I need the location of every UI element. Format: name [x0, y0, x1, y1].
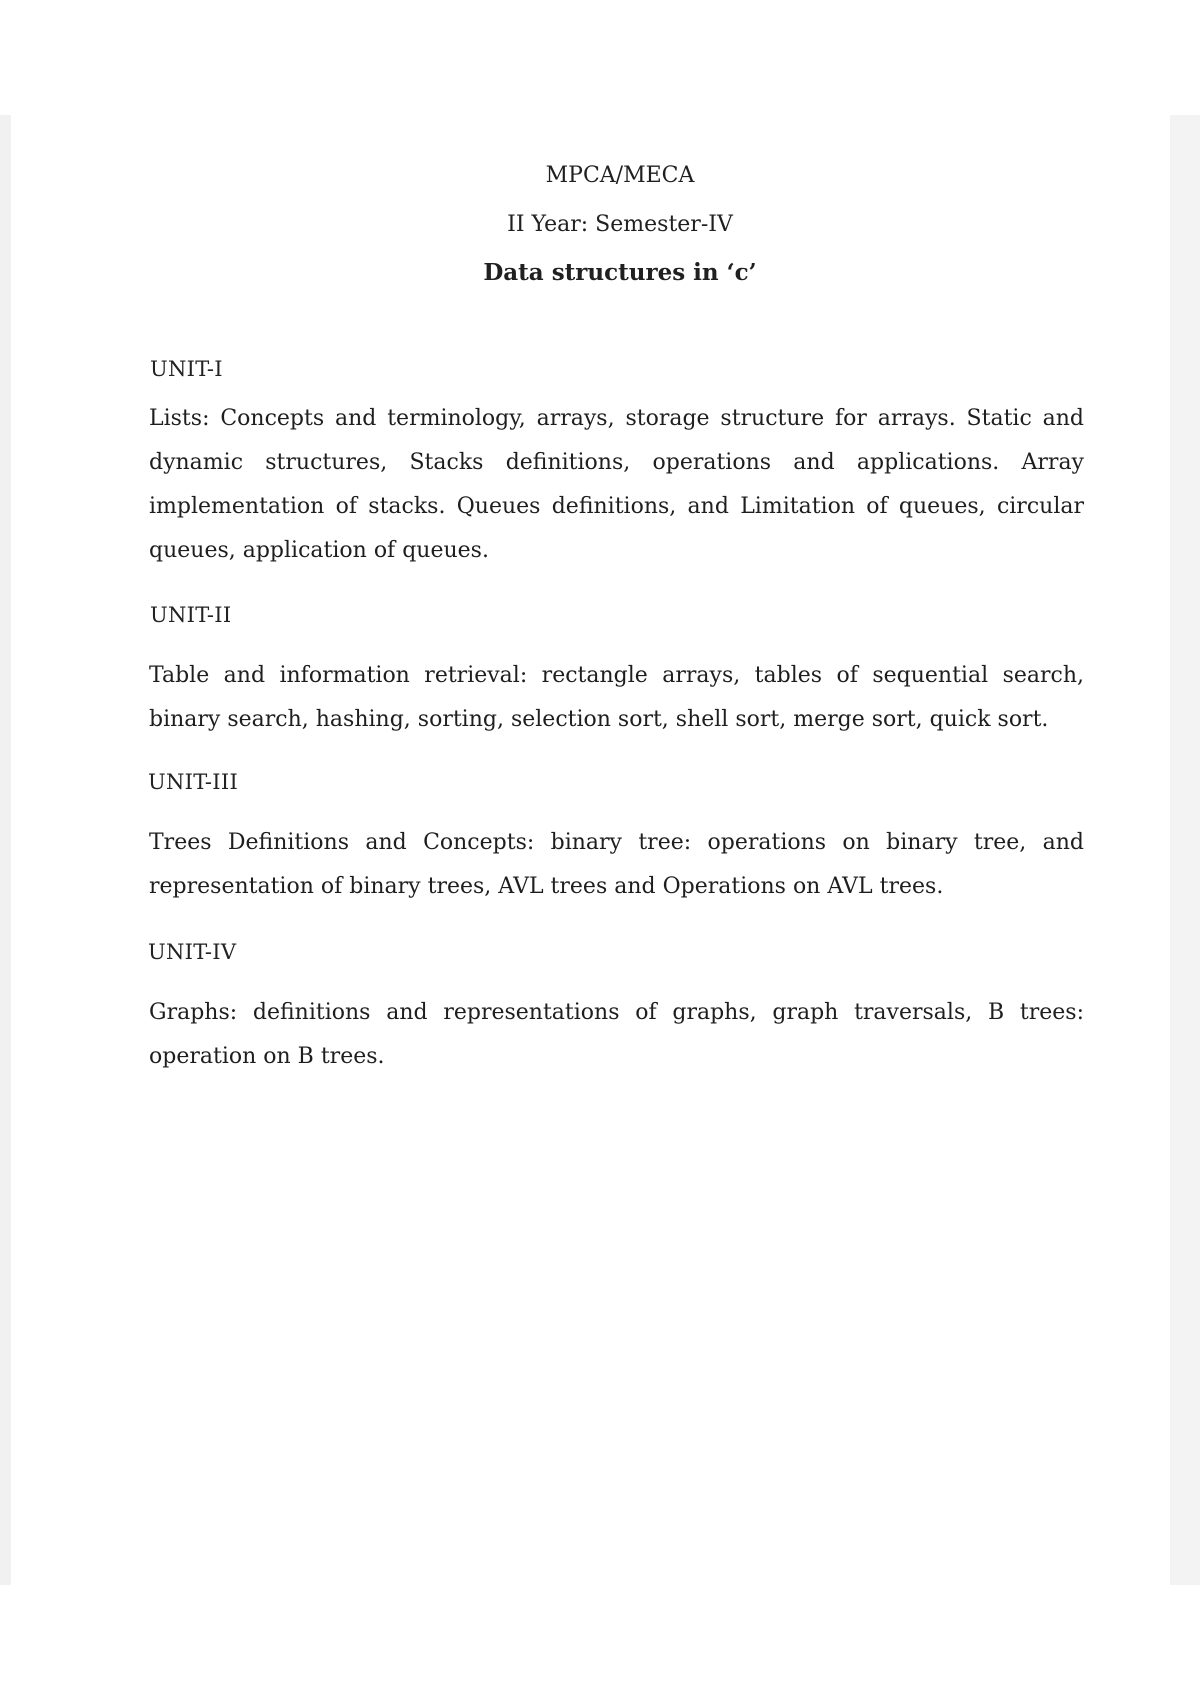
unit-2-text: Table and information retrieval: rectangle arrays, tables of sequential search, binary search, hashing, sorting, selection sort, shell sort, merge sort, quick sort.	[149, 663, 1084, 732]
year-semester: II Year: Semester-IV	[507, 212, 733, 237]
unit-1-heading: UNIT-I	[150, 357, 223, 381]
subject-title: Data structures in ‘c’	[483, 259, 757, 286]
unit-4-text: Graphs: definitions and representations of graphs, graph traversals, B trees: operation on B trees.	[149, 1000, 1084, 1069]
course-code: MPCA/MECA	[545, 163, 695, 188]
unit-2-heading: UNIT-II	[150, 603, 232, 627]
unit-3-text: Trees Definitions and Concepts: binary tree: operations on binary tree, and representation of binary trees, AVL trees and Operations on AVL trees.	[149, 830, 1084, 899]
unit-3-heading: UNIT-III	[148, 770, 239, 794]
unit-1-text: Lists: Concepts and terminology, arrays, storage structure for arrays. Static and dynamic structures, Stacks definitions, operations and applications. Array implementation of stacks. Queues definitions, and Limitation of queues, circular queues, application of queues.	[149, 406, 1084, 563]
unit-4-heading: UNIT-IV	[148, 940, 237, 964]
